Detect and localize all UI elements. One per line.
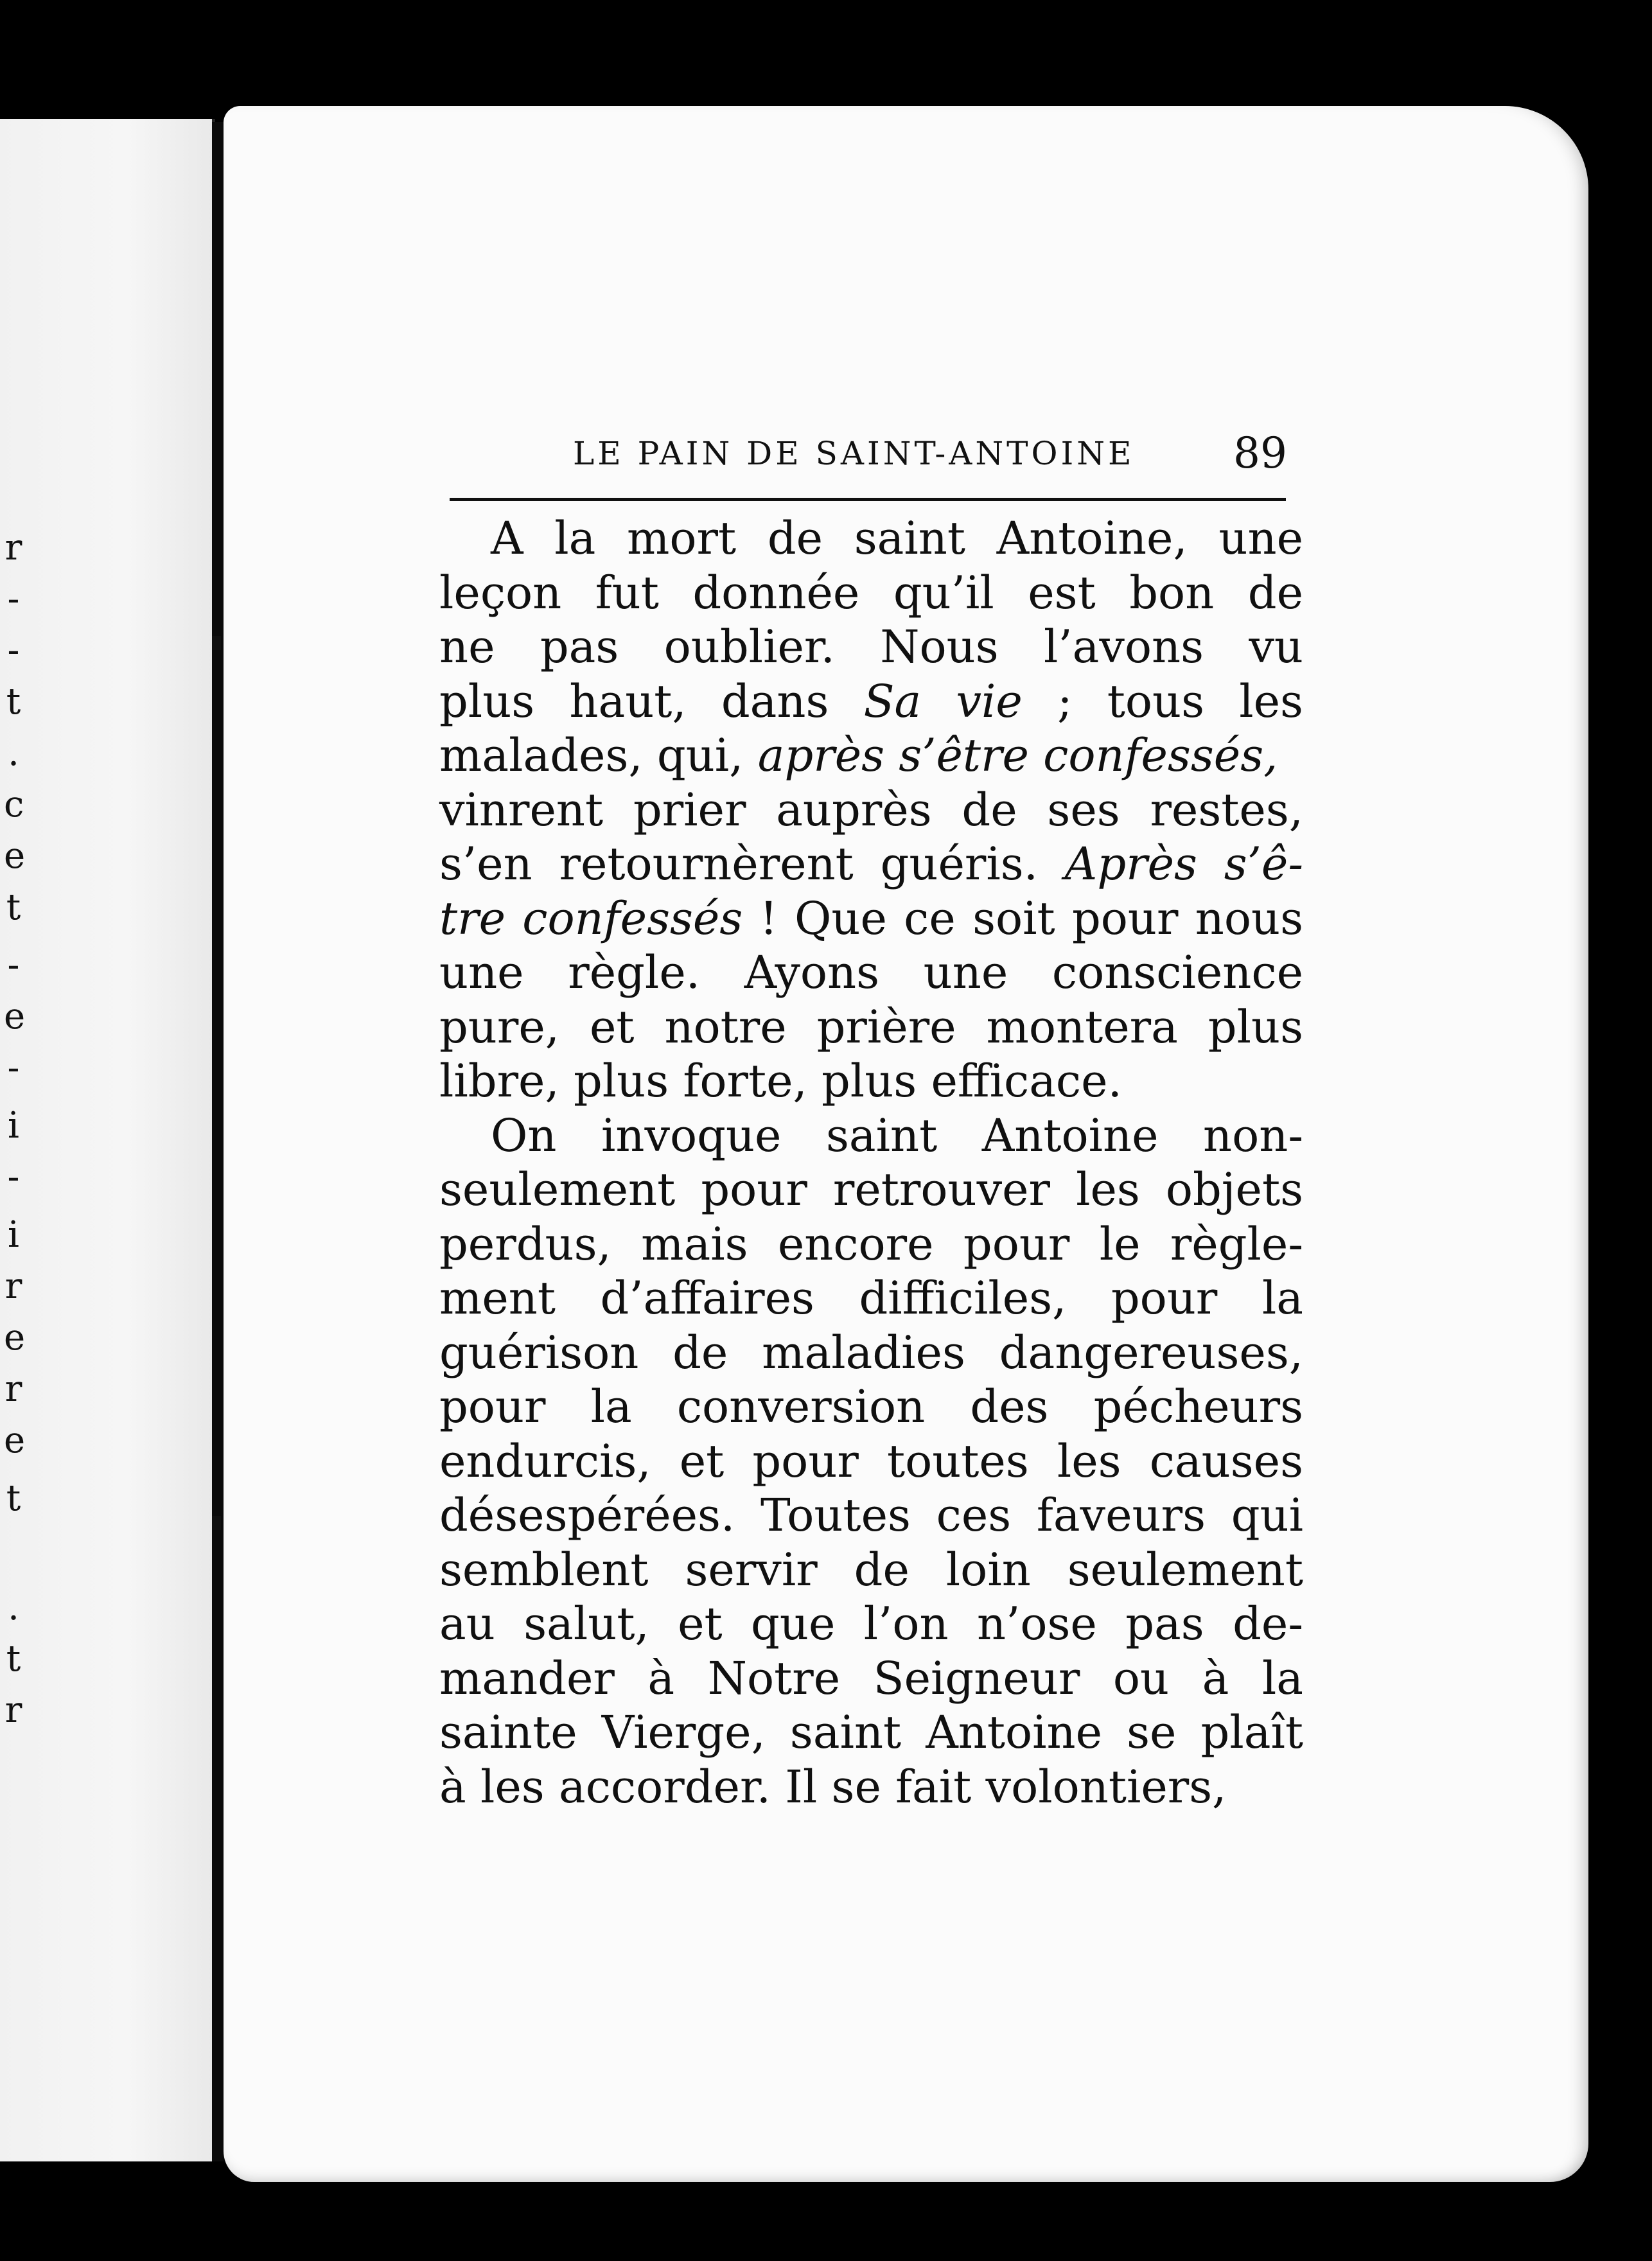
text-line (439, 1053, 1303, 1109)
text-line (439, 1705, 1303, 1760)
text-line (439, 1596, 1303, 1651)
running-header (573, 428, 1344, 488)
text-line (439, 1488, 1303, 1543)
running-title: LE PAIN DE SAINT-ANTOINE (573, 435, 1135, 472)
edge-char: . (8, 732, 19, 774)
edge-char: - (7, 578, 20, 620)
text-run: semblent servir de loin seulement (439, 1543, 1303, 1596)
spine-mark (212, 636, 221, 650)
text-run: plus haut, dans (439, 674, 864, 728)
book-gutter (212, 122, 225, 2161)
italic-run: Après s’ê- (1064, 838, 1303, 890)
text-line (439, 674, 1303, 729)
text-run: endurcis, et pour toutes les causes (439, 1434, 1303, 1488)
text-line (439, 945, 1303, 1000)
edge-char: . (8, 1587, 19, 1628)
text-line (439, 619, 1303, 674)
text-run: guérison de maladies dangereuses, (439, 1326, 1303, 1379)
text-run: ; tous les (1022, 674, 1303, 728)
text-run: ment d’affaires difficiles, pour la (439, 1272, 1303, 1324)
edge-char: r (4, 1368, 22, 1410)
text-line (439, 1217, 1303, 1272)
text-run: vinrent prier auprès de ses restes, (439, 783, 1303, 836)
text-line (439, 1108, 1303, 1163)
edge-char: t (6, 886, 21, 928)
text-run: On invoque saint Antoine non- (491, 1109, 1303, 1162)
text-line (439, 728, 1303, 783)
edge-char: e (4, 835, 26, 877)
text-line (439, 1271, 1303, 1326)
text-run: malades, qui, (439, 729, 758, 782)
text-run: au salut, et que l’on n’ose pas de- (439, 1597, 1303, 1650)
text-run: pure, et notre prière montera plus (439, 1000, 1303, 1053)
edge-char: r (4, 527, 22, 568)
text-line (439, 1759, 1303, 1815)
text-line (439, 999, 1303, 1055)
edge-char: r (4, 1689, 22, 1731)
text-run: à les accorder. Il se fait volontiers, (439, 1760, 1227, 1813)
text-line (439, 1162, 1303, 1217)
text-run: s’en retournèrent guéris. (439, 838, 1065, 890)
text-line (439, 565, 1303, 620)
text-run: A la mort de saint Antoine, une (491, 512, 1303, 565)
text-run: libre, plus forte, plus efficace. (439, 1055, 1122, 1107)
text-line (439, 782, 1303, 838)
italic-run: après s’être confessés, (757, 729, 1278, 782)
text-run: ne pas oublier. Nous l’avons vu (439, 620, 1303, 673)
text-line (439, 1325, 1303, 1380)
text-run: perdus, mais encore pour le règle- (439, 1217, 1303, 1271)
edge-char: e (4, 996, 26, 1037)
text-line (439, 1379, 1303, 1434)
previous-page-edge (0, 119, 215, 2161)
header-rule (450, 498, 1286, 501)
italic-run: tre confessés (439, 892, 743, 945)
text-line (439, 891, 1303, 946)
text-line (439, 1651, 1303, 1706)
text-run: seulement pour retrouver les objets (439, 1163, 1303, 1216)
text-line (439, 1434, 1303, 1489)
text-run: une règle. Ayons une conscience (439, 946, 1303, 999)
edge-char: t (6, 1638, 21, 1680)
edge-char: t (6, 1477, 21, 1519)
edge-char: e (4, 1420, 26, 1461)
edge-char: c (4, 784, 24, 825)
spine-mark (212, 1516, 221, 1530)
edge-char: - (7, 1156, 20, 1198)
edge-char: - (7, 944, 20, 986)
text-run: ! Que ce soit pour nous (743, 892, 1303, 945)
edge-char: - (7, 1047, 20, 1089)
page-number: 89 (1233, 428, 1287, 478)
text-line (439, 1542, 1303, 1597)
edge-char: t (6, 681, 21, 723)
text-run: mander à Notre Seigneur ou à la (439, 1651, 1303, 1705)
edge-char: r (4, 1265, 22, 1307)
text-run: leçon fut donnée qu’il est bon de (439, 566, 1303, 619)
text-run: désespérées. Toutes ces faveurs qui (439, 1489, 1303, 1542)
text-run: sainte Vierge, saint Antoine se plaît (439, 1706, 1303, 1759)
text-line (439, 511, 1303, 566)
text-run: pour la conversion des pécheurs (439, 1380, 1303, 1433)
italic-run: Sa vie (863, 674, 1023, 728)
edge-char: e (4, 1317, 26, 1359)
text-line (439, 836, 1303, 892)
edge-char: i (8, 1105, 19, 1147)
edge-char: - (7, 629, 20, 671)
edge-char: i (8, 1214, 19, 1256)
